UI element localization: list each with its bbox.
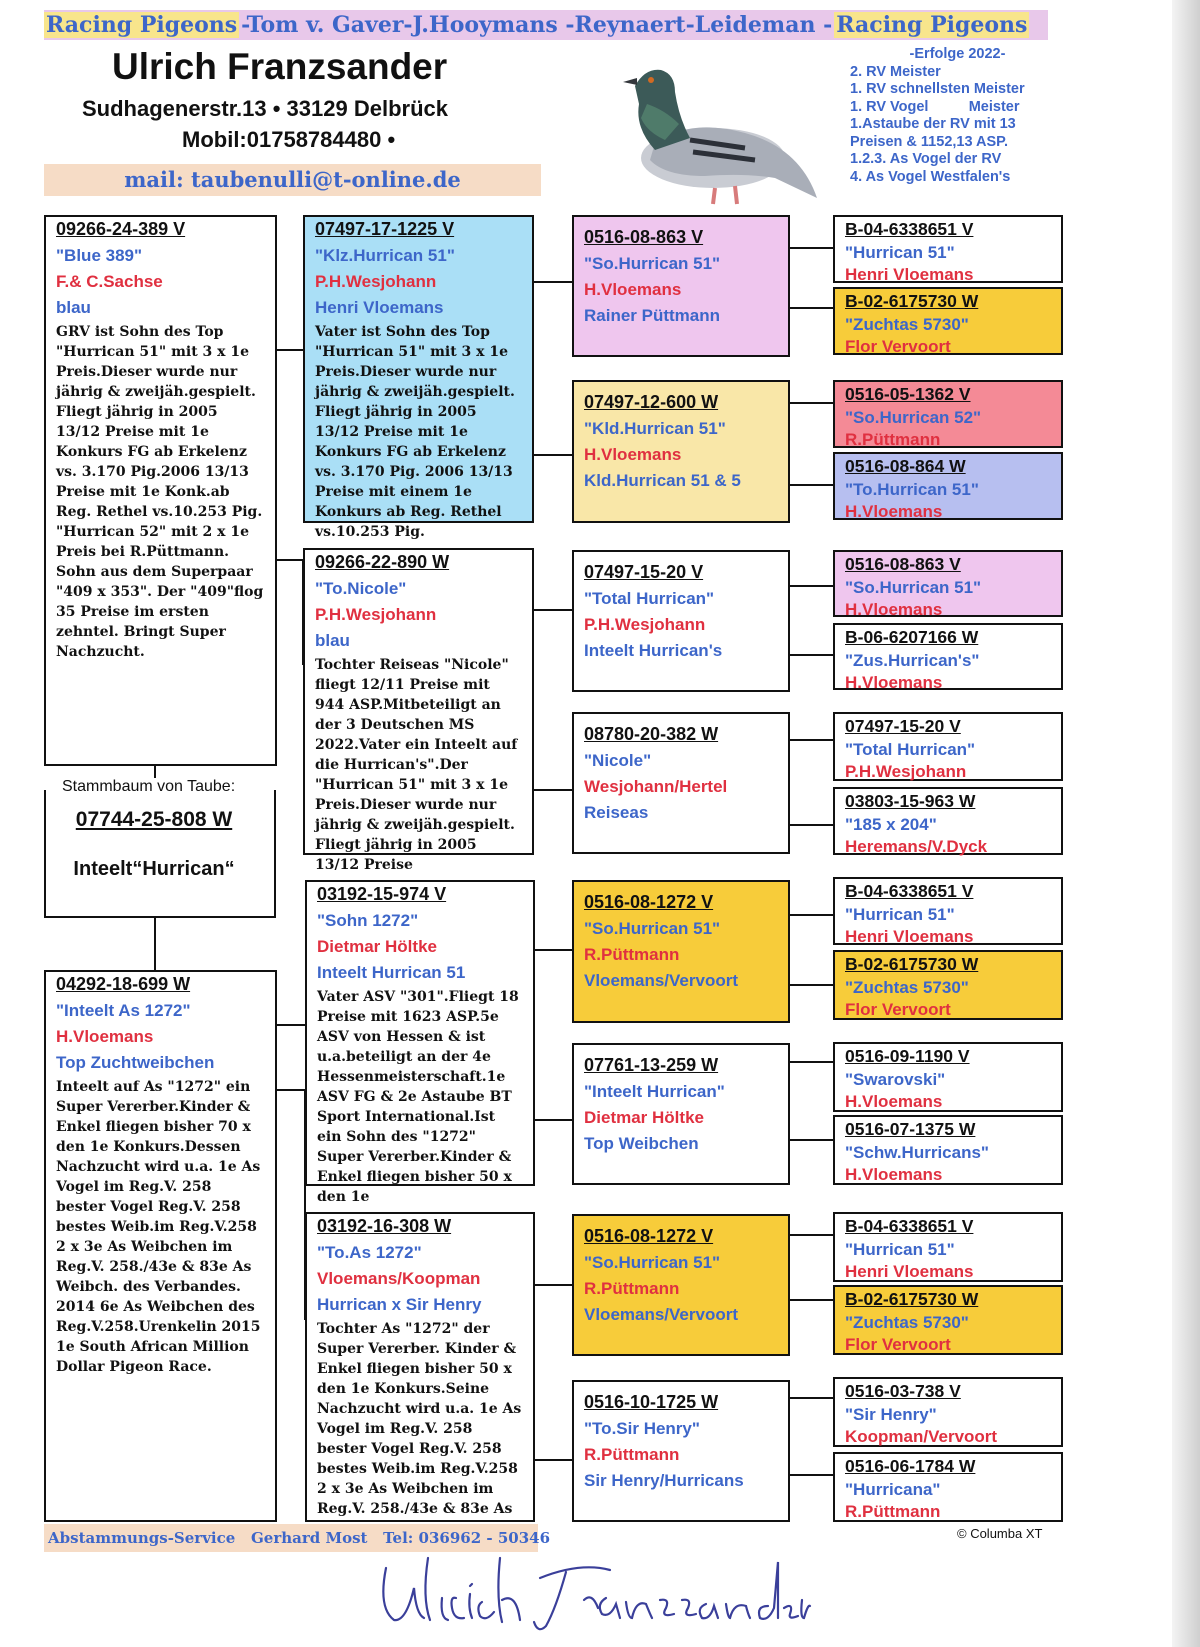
ancestor-box xyxy=(833,787,1063,855)
grandparent-breeder: P.H.Wesjohann xyxy=(315,605,437,624)
ancestor-ring: 07497-15-20 V xyxy=(845,716,961,736)
great-grandparent-name: "Kld.Hurrican 51" xyxy=(584,419,726,438)
ancestor-name: "Zuchtas 5730" xyxy=(845,978,969,997)
ancestor-name: "Swarovski" xyxy=(845,1070,946,1089)
ancestor-breeder: Henri Vloemans xyxy=(845,265,974,284)
grandparent-extra: Inteelt Hurrican 51 xyxy=(317,963,466,982)
grandparent-description: Vater ASV "301".Fliegt 18 Preise mit 1623 ASP.5e ASV von Hessen & ist u.a.beteiligt an der 4e Hessenmeisterschaft.1e ASV FG & 2e Astaube BT Sport International.Ist ein Sohn des "1272" Super Vererber.Kinder & Enkel fliegen bisher 50 x den 1e xyxy=(317,989,519,1205)
ancestor-box xyxy=(833,1115,1063,1185)
grandparent-box xyxy=(303,548,534,873)
ancestor-box xyxy=(833,712,1063,781)
great-grandparent-extra: Sir Henry/Hurricans xyxy=(584,1471,744,1490)
grandparent-name: "Klz.Hurrican 51" xyxy=(315,246,455,265)
great-grandparent-box xyxy=(572,1043,790,1185)
grandparent-description: Tochter As "1272" der Super Vererber. Kinder & Enkel fliegen bisher 50 x den 1e Konkurs.Seine Nachzucht wird u.a. 1e As Vogel im Reg.V. 258 bester Vogel Reg.V. 258 bestes Weib.im Reg.V.258 2 x 3e As Weibchen im Reg.V. 258./43e & 83e As xyxy=(317,1321,522,1517)
great-grandparent-box xyxy=(572,380,790,523)
success-line: 1. RV Vogel Meister xyxy=(850,98,1020,115)
ancestor-breeder: H.Vloemans xyxy=(845,673,943,692)
grandparent-breeder: Vloemans/Koopman xyxy=(317,1269,481,1288)
ancestor-box xyxy=(833,1377,1063,1447)
success-line: 1.Astaube der RV mit 13 xyxy=(850,116,1016,132)
banner-left: Racing Pigeons xyxy=(46,12,238,38)
ancestor-name: "So.Hurrican 52" xyxy=(845,408,982,427)
great-grandparent-name: "Nicole" xyxy=(584,751,652,770)
grandparent-description: Vater ist Sohn des Top "Hurrican 51" mit 3 x 1e Preis.Dieser wurde nur jährig & zweijäh.gespielt. Fliegt jährig in 2005 13/12 Preise mit 1e Konkurs FG ab Erkelenz vs. 3.170 Pig. 2006 13/13 Preise mit einem 1e Konkurs ab Reg. Rethel vs.10.253 Pig. xyxy=(315,324,515,540)
ancestor-breeder: R.Püttmann xyxy=(845,1502,941,1521)
ancestor-ring: B-06-6207166 W xyxy=(845,627,979,647)
subject-ring: 07744-25-808 W xyxy=(75,808,233,831)
ancestor-ring: B-04-6338651 V xyxy=(845,881,974,901)
great-grandparent-breeder: P.H.Wesjohann xyxy=(584,615,706,634)
ancestor-ring: 03803-15-963 W xyxy=(845,791,976,811)
great-grandparent-ring: 08780-20-382 W xyxy=(584,724,719,744)
great-grandparent-ring: 0516-10-1725 W xyxy=(584,1392,719,1412)
success-line: 2. RV Meister xyxy=(850,63,941,80)
great-grandparent-ring: 0516-08-1272 V xyxy=(584,1226,714,1246)
successes-heading: -Erfolge 2022- xyxy=(909,46,1006,62)
grandparent-extra: blau xyxy=(315,631,350,650)
sire-description: GRV ist Sohn des Top "Hurrican 51" mit 3 x 1e Preis.Dieser wurde nur jährig & zweijäh.gespielt. Fliegt jährig in 2005 13/12 Preise mit 1e Konkurs FG ab Erkelenz vs. 3.170 Pig.2006 13/13 Preise mit 1e Konk.ab Reg. Rethel vs.10.253 Pig. "Hurrican 52" mit 2 x 1e Preis bei R.Püttmann. Sohn aus dem Superpaar "409 x 353". Der "409"flog 35 Preise im ersten zehntel. Bringt Super Nachzucht. xyxy=(56,324,264,660)
great-grandparent-name: "So.Hurrican 51" xyxy=(584,254,721,273)
ancestor-ring: 0516-05-1362 V xyxy=(845,384,971,404)
dam-name: "Inteelt As 1272" xyxy=(56,1001,191,1020)
ancestor-name: "Schw.Hurricans" xyxy=(845,1143,989,1162)
ancestor-ring: 0516-03-738 V xyxy=(845,1381,961,1401)
ancestor-box xyxy=(833,287,1063,355)
ancestor-breeder: Henri Vloemans xyxy=(845,1262,974,1281)
ancestor-breeder: Henri Vloemans xyxy=(845,927,974,946)
great-grandparent-name: "To.Sir Henry" xyxy=(584,1419,700,1438)
great-grandparent-box xyxy=(572,215,790,357)
ancestor-name: "Zuchtas 5730" xyxy=(845,315,969,334)
great-grandparent-extra: Kld.Hurrican 51 & 5 xyxy=(584,471,741,490)
grandparent-ring: 03192-16-308 W xyxy=(317,1216,452,1236)
ancestor-breeder: Flor Vervoort xyxy=(845,1335,951,1354)
great-grandparent-extra: Rainer Püttmann xyxy=(584,306,721,325)
great-grandparent-name: "Inteelt Hurrican" xyxy=(584,1082,725,1101)
ancestor-breeder: H.Vloemans xyxy=(845,502,943,521)
ancestor-name: "185 x 204" xyxy=(845,815,937,834)
banner-right: Racing Pigeons xyxy=(836,12,1028,38)
great-grandparent-box xyxy=(572,550,790,692)
ancestor-breeder: R.Püttmann xyxy=(845,430,941,449)
great-grandparent-breeder: R.Püttmann xyxy=(584,1445,680,1464)
ancestor-breeder: Koopman/Vervoort xyxy=(845,1427,998,1446)
sire-ring: 09266-24-389 V xyxy=(56,219,186,239)
ancestor-box xyxy=(833,1212,1063,1282)
great-grandparent-box xyxy=(572,712,790,854)
owner-mail: mail: taubenulli@t-online.de xyxy=(44,164,541,196)
success-line: 1.2.3. As Vogel der RV xyxy=(850,151,1002,167)
great-grandparent-extra: Reiseas xyxy=(584,803,649,822)
ancestor-name: "Hurrican 51" xyxy=(845,1240,955,1259)
ancestor-box xyxy=(833,380,1063,448)
dam-breeder: H.Vloemans xyxy=(56,1027,154,1046)
subject-label: Stammbaum von Taube: xyxy=(58,778,239,796)
great-grandparent-breeder: H.Vloemans xyxy=(584,280,682,299)
grandparent-name: "Sohn 1272" xyxy=(317,911,419,930)
great-grandparent-breeder: R.Püttmann xyxy=(584,1279,680,1298)
ancestor-ring: 0516-09-1190 V xyxy=(845,1046,970,1066)
sire-box xyxy=(44,215,277,766)
grandparent-name: "To.As 1272" xyxy=(317,1243,422,1262)
grandparent-ring: 03192-15-974 V xyxy=(317,884,447,904)
signature-image xyxy=(370,1548,810,1640)
ancestor-ring: B-02-6175730 W xyxy=(845,954,979,974)
ancestor-ring: 0516-08-863 V xyxy=(845,554,961,574)
ancestor-name: "Hurrican 51" xyxy=(845,243,955,262)
ancestor-box xyxy=(833,550,1063,617)
great-grandparent-name: "Total Hurrican" xyxy=(584,589,715,608)
great-grandparent-box xyxy=(572,1214,790,1356)
grandparent-description: Tochter Reiseas "Nicole" fliegt 12/11 Preise mit 944 ASP.Mitbeteiligt an der 3 Deutschen MS 2022.Vater ein Inteelt auf die Hurrican's".Der "Hurrican 51" mit 3 x 1e Preis.Dieser wurde nur jährig & zweijäh.gespielt. Fliegt jährig in 2005 13/12 Preise xyxy=(315,657,518,873)
dam-ring: 04292-18-699 W xyxy=(56,974,191,994)
sire-breeder: F.& C.Sachse xyxy=(56,272,163,291)
ancestor-breeder: H.Vloemans xyxy=(845,1092,943,1111)
ancestor-ring: B-02-6175730 W xyxy=(845,291,979,311)
ancestor-breeder: Flor Vervoort xyxy=(845,1000,951,1019)
owner-address: Sudhagenerstr.13 • 33129 Delbrück xyxy=(82,96,448,121)
ancestor-ring: B-04-6338651 V xyxy=(845,1216,974,1236)
ancestor-box xyxy=(833,877,1063,945)
ancestor-box xyxy=(833,623,1063,690)
ancestor-breeder: H.Vloemans xyxy=(845,600,943,619)
ancestor-ring: B-04-6338651 V xyxy=(845,219,974,239)
ancestor-name: "Sir Henry" xyxy=(845,1405,937,1424)
grandparent-breeder: P.H.Wesjohann xyxy=(315,272,437,291)
ancestor-breeder: P.H.Wesjohann xyxy=(845,762,967,781)
sire-name: "Blue 389" xyxy=(56,246,143,265)
copyright: © Columba XT xyxy=(957,1526,1043,1541)
great-grandparent-extra: Inteelt Hurrican's xyxy=(584,641,723,660)
grandparent-ring: 09266-22-890 W xyxy=(315,552,450,572)
dam-box xyxy=(44,970,277,1522)
great-grandparent-breeder: R.Püttmann xyxy=(584,945,680,964)
great-grandparent-ring: 0516-08-863 V xyxy=(584,227,704,247)
great-grandparent-extra: Vloemans/Vervoort xyxy=(584,971,739,990)
great-grandparent-name: "So.Hurrican 51" xyxy=(584,919,721,938)
ancestor-ring: B-02-6175730 W xyxy=(845,1289,979,1309)
grandparent-box xyxy=(305,880,535,1205)
grandparent-breeder: Dietmar Höltke xyxy=(317,937,437,956)
great-grandparent-ring: 07497-12-600 W xyxy=(584,392,719,412)
ancestor-box xyxy=(833,1042,1063,1112)
grandparent-name: "To.Nicole" xyxy=(315,579,407,598)
ancestor-name: "Total Hurrican" xyxy=(845,740,976,759)
owner-mobile: Mobil:01758784480 • xyxy=(182,127,396,152)
success-line: 1. RV schnellsten Meister xyxy=(850,81,1025,97)
ancestor-name: "To.Hurrican 51" xyxy=(845,480,979,499)
grandparent-extra: Henri Vloemans xyxy=(315,298,444,317)
ancestor-breeder: H.Vloemans xyxy=(845,1165,943,1184)
great-grandparent-breeder: Dietmar Höltke xyxy=(584,1108,704,1127)
grandparent-ring: 07497-17-1225 V xyxy=(315,219,455,239)
great-grandparent-box xyxy=(572,1380,790,1522)
ancestor-breeder: Flor Vervoort xyxy=(845,337,951,356)
ancestor-box xyxy=(833,950,1063,1020)
great-grandparent-extra: Vloemans/Vervoort xyxy=(584,1305,739,1324)
ancestor-box xyxy=(833,1452,1063,1522)
footer-service: Abstammungs-Service Gerhard Most Tel: 036962 - 50346 xyxy=(44,1524,538,1552)
great-grandparent-box xyxy=(572,880,790,1023)
owner-name: Ulrich Franzsander xyxy=(112,46,448,87)
great-grandparent-name: "So.Hurrican 51" xyxy=(584,1253,721,1272)
ancestor-ring: 0516-08-864 W xyxy=(845,456,966,476)
grandparent-extra: Hurrican x Sir Henry xyxy=(317,1295,482,1314)
great-grandparent-breeder: H.Vloemans xyxy=(584,445,682,464)
ancestor-box xyxy=(833,1285,1063,1355)
success-line: 4. As Vogel Westfalen's xyxy=(850,168,1011,185)
success-line: Preisen & 1152,13 ASP. xyxy=(850,133,1008,150)
great-grandparent-ring: 0516-08-1272 V xyxy=(584,892,714,912)
great-grandparent-ring: 07761-13-259 W xyxy=(584,1055,719,1075)
ancestor-box xyxy=(833,452,1063,520)
ancestor-name: "Zus.Hurrican's" xyxy=(845,651,980,670)
ancestor-ring: 0516-06-1784 W xyxy=(845,1456,976,1476)
great-grandparent-breeder: Wesjohann/Hertel xyxy=(584,777,728,796)
sire-color: blau xyxy=(56,298,91,317)
banner-middle: -Tom v. Gaver-J.Hooymans -Reynaert-Leideman - xyxy=(241,12,833,38)
ancestor-box xyxy=(833,215,1063,283)
great-grandparent-extra: Top Weibchen xyxy=(584,1134,699,1153)
ancestor-breeder: Heremans/V.Dyck xyxy=(845,837,988,856)
ancestor-name: "Hurrican 51" xyxy=(845,905,955,924)
dam-extra: Top Zuchtweibchen xyxy=(56,1053,215,1072)
dam-description: Inteelt auf As "1272" ein Super Vererber.Kinder & Enkel fliegen bisher 70 x den 1e Konkurs.Dessen Nachzucht wird u.a. 1e As Vogel im Reg.V. 258 bester Vogel Reg.V. 258 bestes Weib.im Reg.V.258 2 x 3e As Weibchen im Reg.V. 258./43e & 83e As Weibch. des Verbandes. 2014 6e As Weibchen des Reg.V.258.Urenkelin 2015 1e South African Million Dollar Pigeon Race. xyxy=(56,1079,261,1375)
subject-name: Inteelt“Hurrican“ xyxy=(73,858,235,880)
great-grandparent-ring: 07497-15-20 V xyxy=(584,562,704,582)
grandparent-box xyxy=(305,1212,535,1522)
ancestor-name: "Zuchtas 5730" xyxy=(845,1313,969,1332)
grandparent-box xyxy=(303,215,534,540)
ancestor-name: "So.Hurrican 51" xyxy=(845,578,982,597)
ancestor-name: "Hurricana" xyxy=(845,1480,941,1499)
ancestor-ring: 0516-07-1375 W xyxy=(845,1119,976,1139)
